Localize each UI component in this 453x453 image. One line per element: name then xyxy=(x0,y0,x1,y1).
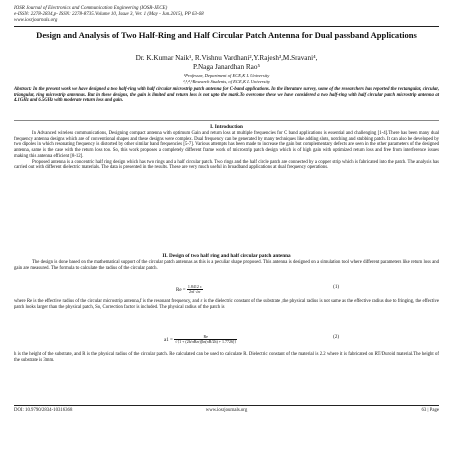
affiliations xyxy=(14,73,439,84)
introduction-paragraph-1: In Advanced wireless communications, Designing compact antenna with optimum Gain and return loss at multiple frequencies for C band applications is essential and challenging [1-4].There has been many dual frequency antenna designs which are of conventional shapes and these designs were complex. Dual frequency can be generated by many techniques like adding slots, notching and stubbing patch. It can also be developed by two dipoles in which resonating frequency is distorted by other similar band frequencies [5-7]. Various attempts has been made to increase the gain but complementary defects are seen in the other parameters of the designed antenna, same is the case with the return loss too. So, this work proposes a completely different frame work of microstrip patch design which is of high gain with optimized return loss and free from interference issues making this antenna efficient [8-12]. xyxy=(14,131,439,159)
equation-1-fraction xyxy=(187,285,203,294)
equation-2-number: (2) xyxy=(333,335,339,340)
footer-doi: DOI: 10.9790/2834-10316368 xyxy=(14,408,73,413)
equation-2-numerator: Re xyxy=(174,335,237,340)
section-heading-introduction: I. Introduction xyxy=(210,124,243,130)
header-rule xyxy=(14,26,439,27)
equation-2 xyxy=(14,335,439,349)
footer-site: www.iosrjournals.org xyxy=(205,408,248,413)
design-paragraph-2: where Re is the effective radius of the circular microstrip antenna,f is the resonant frequency, and ε is the dielectric constant of the substrate ,the physical radius is not same as the effective radius due to fringing, the effective patch looks larger than the physical patch, So, Correction factor is included. The physical radius of the patch is xyxy=(14,299,439,310)
equation-1 xyxy=(14,285,439,297)
equation-1-numerator: 1.8412 c xyxy=(187,284,202,289)
equation-1-lhs: Re = xyxy=(176,287,186,293)
design-paragraph-1: The design is done based on the mathematical support of the circular patch antennas as this is a peculiar shape proposed. This antenna is designed on a simulation tool where different parameters like return loss and gain are measured. The formula to calculate the radius of the circular patch. xyxy=(14,260,439,271)
introduction-body xyxy=(14,131,439,171)
journal-url: www.iosrjournals.org xyxy=(14,18,58,23)
introduction-paragraph-2: Proposed antenna is a concentric half ring design which has two rings and a half circular patch. Two rings and the half circle patch are connected by a copper strip which is fabricated into the patch. The analysis has carried out with different dielectric materials. The data is presented in the results. These are very much useful in broadband applications at dual frequency operations. xyxy=(14,159,439,171)
section-heading-design: II. Design of two half ring and half circular patch antenna xyxy=(162,253,291,259)
design-paragraph-3: h is the height of the substrate, and R is the physical radius of the circular patch. Re calculated can be used to calculate R. Dielectric constant of the material is 2.2 where it is fabricated on RT/Duroid material.The height of the substrate is 3mm. xyxy=(14,352,439,363)
journal-name: IOSR Journal of Electronics and Communication Engineering (IOSR-JECE) xyxy=(14,6,168,11)
journal-header xyxy=(14,6,204,24)
abstract xyxy=(14,87,439,104)
equation-1-denominator: 2πf √εr xyxy=(188,289,201,295)
affiliation-2: ²,³,⁴,⁵Research Students, of ECE,K L University xyxy=(183,78,270,84)
equation-2-lhs: a1 = xyxy=(164,337,173,343)
footer-rule xyxy=(14,405,439,406)
authors-line-1: Dr. K.Kumar Naik¹, R.Vishnu Vardhani²,Y.Rajesh³,M.Sravani⁴, xyxy=(135,54,318,62)
equation-2-denominator: √{1 + (2h/πRεr)[ln(πR/2h) + 1.7726]} xyxy=(175,339,237,345)
equation-2-fraction xyxy=(174,335,237,344)
authors-line-2: P.Naga Janardhan Rao⁵ xyxy=(193,63,260,71)
author-list xyxy=(14,54,439,72)
abstract-text: In the present work we have designed a two half-ring with half circular microstrip patch antenna for C-band applications. In the literature survey, some of the researchers has reported the rectangular, circular, triangular, ring microstrip antennas. But in these designs, the gain is limited and return loss is not upto the mark.To overcome these we have considered a two half-ring with half circular patch microstrip antenna at 4.1GHz and 6.5GHz with moderate return loss and gain. xyxy=(14,87,439,104)
paper-title: Design and Analysis of Two Half-Ring and Half Circular Patch Antenna for Dual passband Applications xyxy=(36,30,417,40)
abstract-separator xyxy=(14,120,439,121)
footer-page-number: 63 | Page xyxy=(421,408,439,413)
journal-issn: e-ISSN: 2278-2834,p- ISSN: 2278-8735.Volume 10, Issue 3, Ver. 1 (May - Jun.2015), PP 63-68 xyxy=(14,12,204,17)
abstract-label: Abstract: xyxy=(14,87,32,92)
affiliation-1: ¹Professor, Department of ECE,K L University xyxy=(183,73,270,78)
equation-1-number: (1) xyxy=(333,285,339,290)
